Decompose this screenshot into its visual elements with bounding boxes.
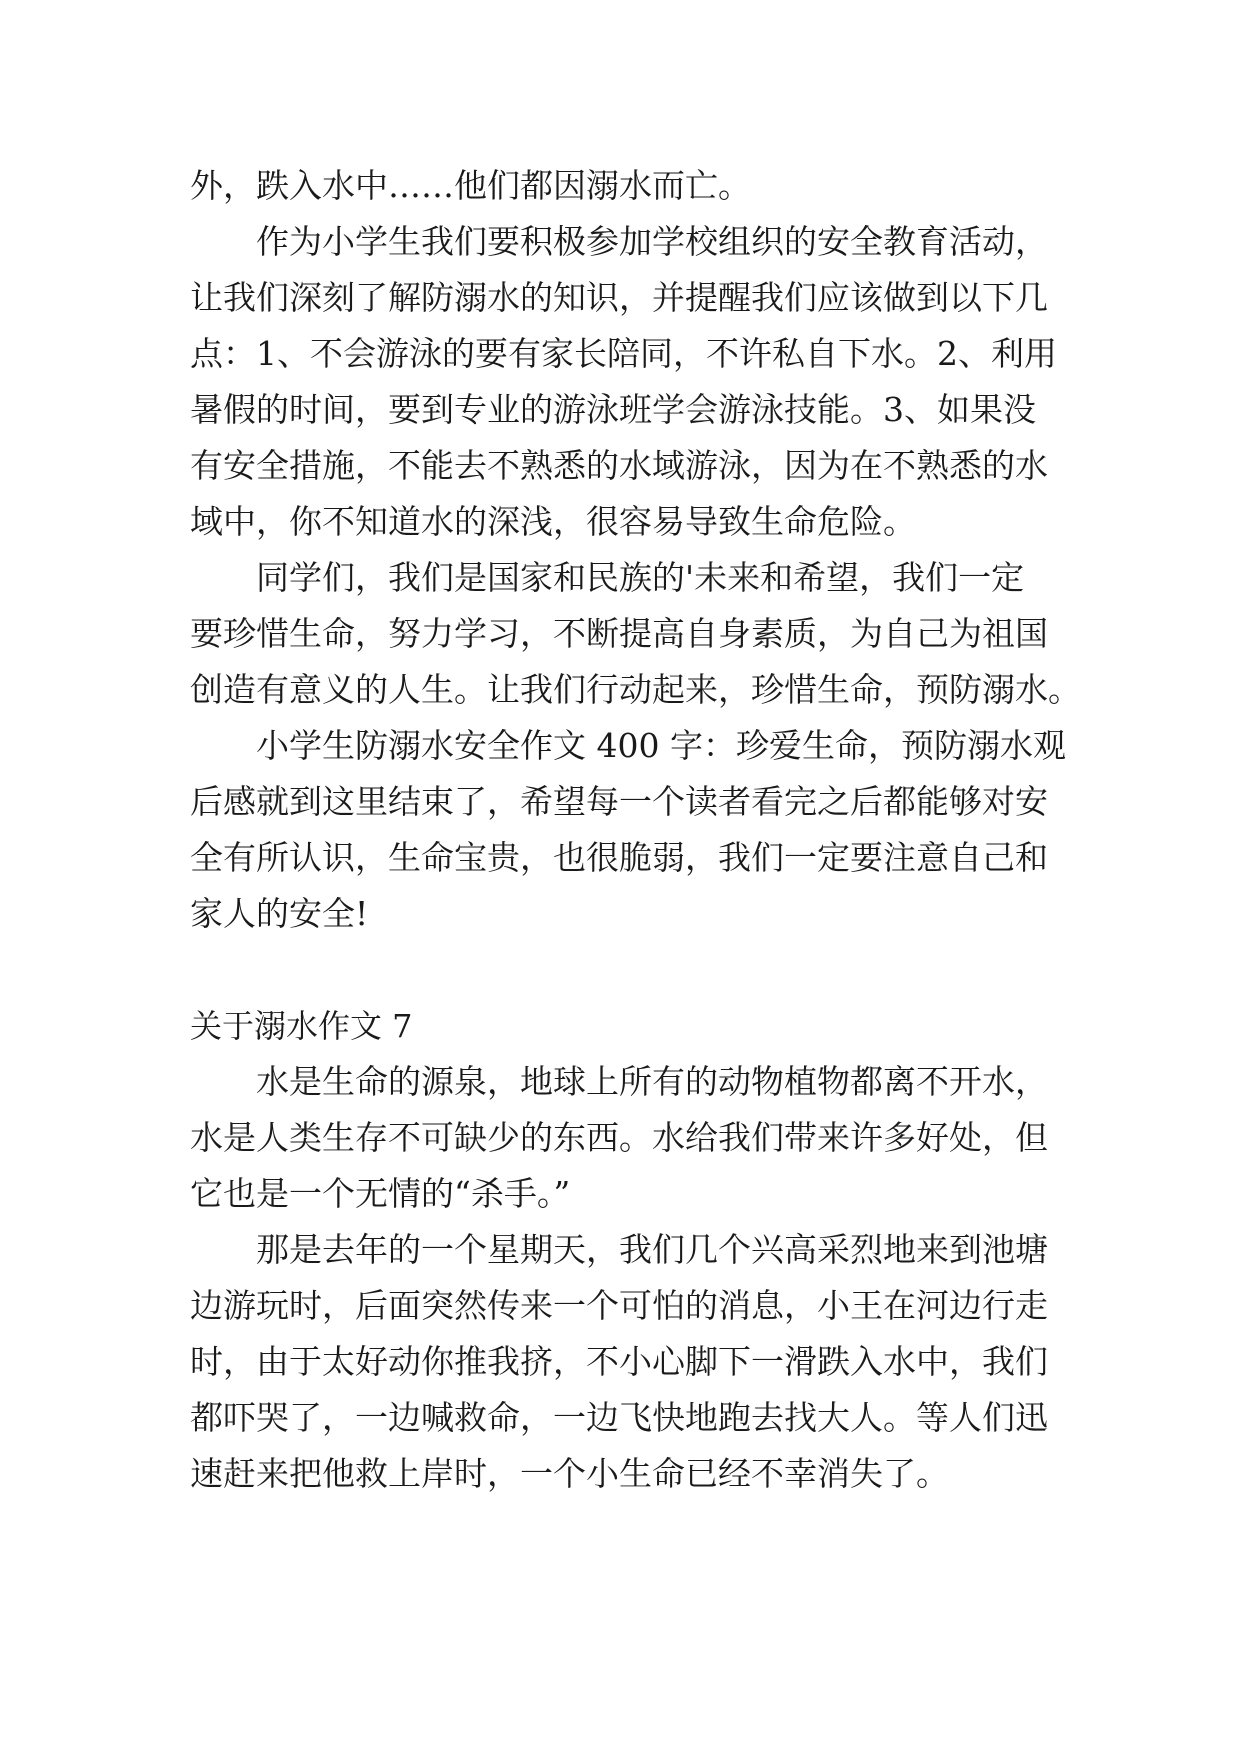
text-line: 速赶来把他救上岸时，一个小生命已经不幸消失了。 <box>190 1454 949 1493</box>
text-line: 有安全措施，不能去不熟悉的水域游泳，因为在不熟悉的水 <box>190 446 1048 485</box>
text-line: 它也是一个无情的“杀手。” <box>190 1174 571 1213</box>
text-line: 都吓哭了，一边喊救命，一边飞快地跑去找大人。等人们迅 <box>190 1398 1048 1437</box>
text-line: 域中，你不知道水的深浅，很容易导致生命危险。 <box>190 502 916 541</box>
text-line: 水是生命的源泉，地球上所有的动物植物都离不开水， <box>256 1062 1048 1101</box>
text-line: 家人的安全! <box>190 894 369 933</box>
text-line: 水是人类生存不可缺少的东西。水给我们带来许多好处，但 <box>190 1118 1048 1157</box>
text-line: 暑假的时间，要到专业的游泳班学会游泳技能。3、如果没 <box>190 390 1036 429</box>
text-line: 要珍惜生命，努力学习，不断提高自身素质，为自己为祖国 <box>190 614 1048 653</box>
text-line: 那是去年的一个星期天，我们几个兴高采烈地来到池塘 <box>256 1230 1048 1269</box>
text-line: 后感就到这里结束了，希望每一个读者看完之后都能够对安 <box>190 782 1048 821</box>
text-line: 同学们，我们是国家和民族的'未来和希望，我们一定 <box>256 558 1025 597</box>
text-line: 边游玩时，后面突然传来一个可怕的消息，小王在河边行走 <box>190 1286 1048 1325</box>
document-page <box>190 0 1081 1754</box>
text-line: 小学生防溺水安全作文 400 字：珍爱生命，预防溺水观 <box>256 726 1066 765</box>
text-line: 作为小学生我们要积极参加学校组织的安全教育活动， <box>256 222 1048 261</box>
text-line: 点：1、不会游泳的要有家长陪同，不许私自下水。2、利用 <box>190 334 1057 373</box>
section-heading: 关于溺水作文 7 <box>190 1007 413 1045</box>
text-line: 全有所认识，生命宝贵，也很脆弱，我们一定要注意自己和 <box>190 838 1048 877</box>
text-line: 时，由于太好动你推我挤，不小心脚下一滑跌入水中，我们 <box>190 1342 1048 1381</box>
text-line: 让我们深刻了解防溺水的知识，并提醒我们应该做到以下几 <box>190 278 1048 317</box>
text-line: 创造有意义的人生。让我们行动起来，珍惜生命，预防溺水。 <box>190 670 1081 709</box>
text-line: 外，跌入水中……他们都因溺水而亡。 <box>190 166 751 205</box>
